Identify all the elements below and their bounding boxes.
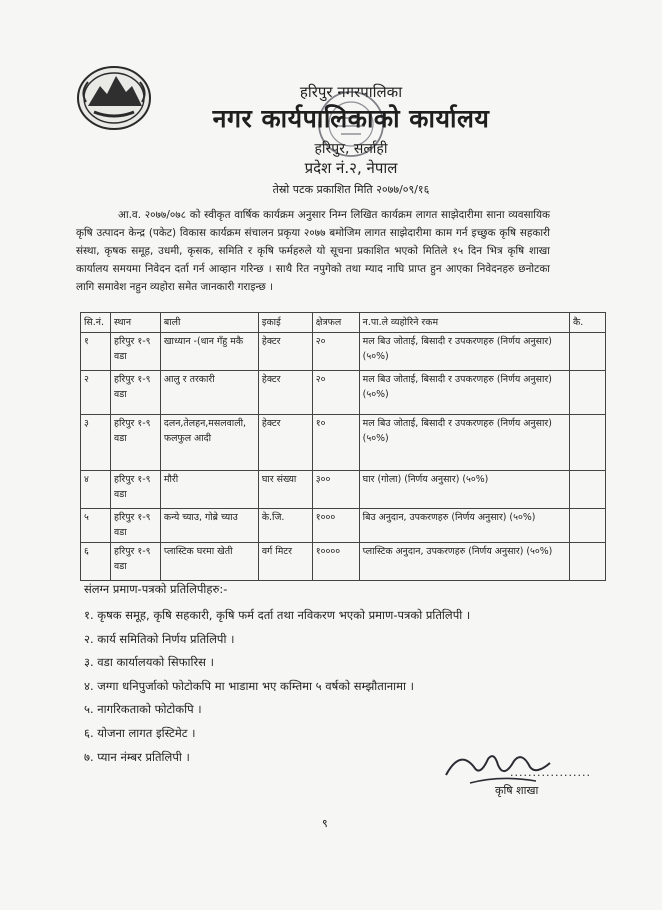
col-header-sn: सि.नं.	[81, 313, 111, 333]
publication-date: तेस्रो पटक प्रकाशित मिति २०७७/०९/१६	[272, 183, 430, 196]
cell-remark	[570, 333, 606, 371]
municipality-name: हरिपुर नगरपालिका	[299, 83, 403, 101]
cell-place: हरिपुर १-९ वडा	[110, 543, 160, 581]
table-row	[81, 371, 606, 415]
list-item: ५. नागरिकताको फोटोकपि ।	[84, 702, 202, 717]
program-table	[80, 312, 606, 581]
page-mark: ९	[322, 817, 328, 830]
cell-crop: प्लास्टिक घरमा खेती	[160, 543, 258, 581]
signatory-title: कृषि शाखा	[495, 784, 539, 797]
list-item: ४. जग्गा धनिपुर्जाको फोटोकपि मा भाडामा भए कम्तिमा ५ वर्षको सम्झौतानामा ।	[84, 678, 415, 693]
cell-place: हरिपुर १-९ वडा	[110, 415, 160, 471]
cell-crop: मौरी	[160, 471, 258, 509]
table-header-row	[81, 313, 606, 333]
cell-sn: ५	[81, 509, 111, 543]
cell-remark	[570, 509, 606, 543]
list-item: १. कृषक समूह, कृषि सहकारी, कृषि फर्म दर्ता तथा नविकरण भएको प्रमाण-पत्रको प्रतिलिपी ।	[84, 608, 471, 622]
cell-sn: ६	[81, 543, 111, 581]
cell-area: १०००	[312, 509, 359, 543]
cell-sn: १	[81, 333, 111, 371]
table-row	[81, 543, 606, 581]
col-header-remark: कै.	[570, 313, 606, 333]
cell-place: हरिपुर १-९ वडा	[110, 471, 160, 509]
cell-place: हरिपुर १-९ वडा	[110, 333, 160, 371]
cell-grant: मल बिउ जोताई, बिसादी र उपकरणहरु (निर्णय अनुसार) (५०%)	[359, 371, 569, 415]
cell-grant: मल बिउ जोताई, बिसादी र उपकरणहरु (निर्णय अनुसार) (५०%)	[359, 333, 569, 371]
cell-crop: दलन,तेलहन,मसलवाली, फलफुल आदी	[160, 415, 258, 471]
cell-unit: के.जि.	[258, 509, 312, 543]
cell-area: २०	[312, 333, 359, 371]
office-title: नगर कार्यपालिकाको कार्यालय	[212, 104, 490, 133]
col-header-area: क्षेत्रफल	[312, 313, 359, 333]
table-row	[81, 471, 606, 509]
cell-unit: वर्ग मिटर	[258, 543, 312, 581]
office-location: हरिपुर, सर्लाही	[314, 141, 388, 157]
list-item: ७. प्यान नंम्बर प्रतिलिपी ।	[84, 749, 190, 764]
cell-remark	[570, 543, 606, 581]
col-header-crop: बाली	[160, 313, 258, 333]
col-header-place: स्थान	[110, 313, 160, 333]
cell-place: हरिपुर १-९ वडा	[110, 371, 160, 415]
list-item: २. कार्य समितिको निर्णय प्रतिलिपी ।	[84, 631, 235, 646]
cell-sn: २	[81, 371, 111, 415]
cell-sn: ३	[81, 415, 111, 471]
cell-remark	[570, 471, 606, 509]
notice-body: आ.व. २०७७/०७८ को स्वीकृत वार्षिक कार्यक्रम अनुसार निम्न लिखित कार्यक्रम लागत साझेदारीमा साना व्यवसायिक कृषि उत्पादन केन्द्र (पकेट) विकास कार्यक्रम संचालन प्रकृया २०७७ बमोजिम लागत साझेदारीमा काम गर्न इच्छुक कृषि सहकारी संस्था, कृषक समूह, उधमी, कृसक, समिति र कृषि फर्महरुले यो सूचना प्रकाशित भएको मितिले १५ दिन भित्र कृषि शाखा कार्यालय समयमा निवेदन दर्ता गर्न आव्हान गरिन्छ । साथै रित नपुगेको तथा म्याद नाघि प्राप्त हुन आएका निवेदनहरु छनोटका लागि समावेश नहुन व्यहोरा समेत जानकारी गराइन्छ ।	[76, 209, 550, 293]
attachments-heading: संलग्न प्रमाण-पत्रको प्रतिलिपीहरु:-	[84, 582, 228, 596]
list-item: ६. योजना लागत इस्टिमेट ।	[84, 725, 196, 740]
cell-crop: आलु र तरकारी	[160, 371, 258, 415]
cell-area: १००००	[312, 543, 359, 581]
cell-remark	[570, 371, 606, 415]
cell-remark	[570, 415, 606, 471]
province-line: प्रदेश नं.२, नेपाल	[304, 159, 398, 177]
list-item: ३. वडा कार्यालयको सिफारिस ।	[84, 655, 214, 670]
cell-place: हरिपुर १-९ वडा	[110, 509, 160, 543]
cell-unit: हेक्टर	[258, 371, 312, 415]
col-header-unit: इकाई	[258, 313, 312, 333]
table-row	[81, 509, 606, 543]
table-row	[81, 415, 606, 471]
cell-sn: ४	[81, 471, 111, 509]
signature-line: ..................	[510, 766, 591, 779]
notice-paragraph	[76, 206, 550, 296]
col-header-grant: न.पा.ले व्यहोरिने रकम	[359, 313, 569, 333]
attachments-list	[84, 604, 470, 769]
cell-unit: हेक्टर	[258, 415, 312, 471]
cell-grant: घार (गोला) (निर्णय अनुसार) (५०%)	[359, 471, 569, 509]
table-row	[81, 333, 606, 371]
cell-grant: बिउ अनुदान, उपकरणहरु (निर्णय अनुसार) (५०%)	[359, 509, 569, 543]
cell-crop: खाध्यान -(धान गँहु मकै	[160, 333, 258, 371]
cell-grant: प्लास्टिक अनुदान, उपकरणहरु (निर्णय अनुसार) (५०%)	[359, 543, 569, 581]
cell-grant: मल बिउ जोताई, बिसादी र उपकरणहरु (निर्णय अनुसार) (५०%)	[359, 415, 569, 471]
cell-area: २०	[312, 371, 359, 415]
cell-area: १०	[312, 415, 359, 471]
cell-unit: घार संख्या	[258, 471, 312, 509]
cell-unit: हेक्टर	[258, 333, 312, 371]
cell-area: ३००	[312, 471, 359, 509]
cell-crop: कन्ये च्याउ, गोब्रे च्याउ	[160, 509, 258, 543]
